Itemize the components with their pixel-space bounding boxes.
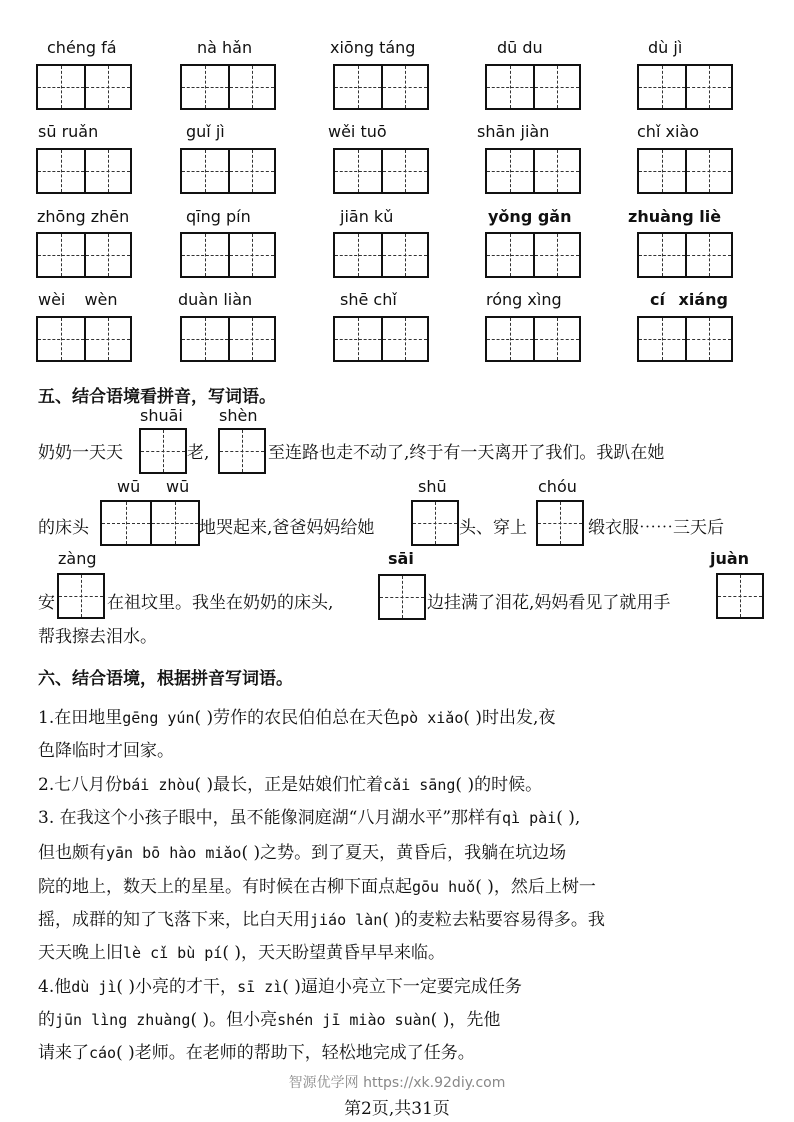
pinyin-label: zhōng zhēn (37, 207, 130, 226)
pinyin-prompt: jūn lìng zhuàng (55, 1011, 191, 1029)
pinyin-label: sāi (388, 549, 414, 568)
question-4-cont: 的jūn lìng zhuàng( )。但小亮shén jī miào suàn( )，先他 (38, 1010, 501, 1030)
pinyin-label: juàn (710, 549, 750, 568)
writing-grid[interactable] (36, 148, 132, 194)
writing-grid[interactable] (485, 64, 581, 110)
passage-text: 边挂满了泪花,妈妈看见了就用手 (427, 593, 671, 613)
pinyin-label: jiān kǔ (340, 207, 394, 226)
pinyin-label: sū ruǎn (38, 122, 99, 141)
pinyin-prompt: sī zì (237, 978, 283, 996)
pinyin-prompt: dù jì (71, 978, 117, 996)
writing-grid[interactable] (637, 232, 733, 278)
pinyin-label: xiōng táng (330, 38, 416, 57)
answer-blank[interactable]: ( )最长，正是姑娘们忙着 (194, 775, 384, 795)
writing-grid[interactable] (180, 232, 276, 278)
writing-grid[interactable] (333, 148, 429, 194)
pinyin-label: cí xiáng (650, 290, 728, 309)
passage-text: 奶奶一天天 (38, 443, 123, 463)
writing-grid[interactable] (218, 428, 266, 474)
pinyin-label: shān jiàn (477, 122, 550, 141)
writing-grid[interactable] (100, 500, 200, 546)
pinyin-label: wū (117, 477, 141, 496)
pinyin-label: chǐ xiào (637, 122, 699, 141)
writing-grid[interactable] (333, 316, 429, 362)
answer-blank[interactable]: ( )的时候。 (455, 775, 543, 795)
passage-text: 老, (187, 443, 210, 463)
question-1: 1.在田地里gēng yún( )劳作的农民伯伯总在天色pò xiǎo( )时出发,夜 (38, 708, 556, 728)
passage-text: 地哭起来,爸爸妈妈给她 (199, 518, 375, 538)
pinyin-prompt: yān bō hào miǎo (106, 844, 242, 862)
pinyin-label: zhuàng liè (628, 207, 722, 226)
question-3-cont: 天天晚上旧lè cǐ bù pí( )，天天盼望黄昏早早来临。 (38, 943, 446, 963)
pinyin-label: róng xìng (486, 290, 562, 309)
answer-blank[interactable]: ( )逼迫小亮立下一定要完成任务 (282, 977, 522, 997)
question-2: 2.七八月份bái zhòu( )最长，正是姑娘们忙着cǎi sāng( )的时候。 (38, 775, 543, 795)
question-4: 4.他dù jì( )小亮的才干，sī zì( )逼迫小亮立下一定要完成任务 (38, 977, 522, 997)
answer-blank[interactable]: ( )劳作的农民伯伯总在天色 (194, 708, 401, 728)
watermark-text: 智源优学网 https://xk.92diy.com (288, 1075, 506, 1091)
pinyin-label: qīng pín (186, 207, 251, 226)
question-3-cont: 但也颇有yān bō hào miǎo( )之势。到了夏天，黄昏后，我躺在坑边场 (38, 843, 567, 863)
answer-blank[interactable]: ( )之势。到了夏天，黄昏后，我躺在坑边场 (241, 843, 567, 863)
answer-blank[interactable]: ( )的麦粒去粘要容易得多。我 (382, 910, 605, 930)
pinyin-label: dū du (497, 38, 543, 57)
pinyin-prompt: cǎi sāng (383, 776, 456, 794)
pinyin-label: wū (166, 477, 190, 496)
writing-grid[interactable] (36, 232, 132, 278)
writing-grid[interactable] (637, 316, 733, 362)
pinyin-label: shuāi (140, 406, 183, 425)
answer-blank[interactable]: ( )时出发,夜 (463, 708, 556, 728)
passage-text: 在祖坟里。我坐在奶奶的床头, (107, 593, 334, 613)
pinyin-label: wèi wèn (38, 290, 118, 309)
writing-grid[interactable] (378, 574, 426, 620)
pinyin-prompt: bái zhòu (122, 776, 195, 794)
writing-grid[interactable] (411, 500, 459, 546)
writing-grid[interactable] (180, 148, 276, 194)
pinyin-label: shèn (219, 406, 258, 425)
question-3: 3. 在我这个小孩子眼中，虽不能像洞庭湖“八月湖水平”那样有qì pài( ), (38, 808, 581, 828)
writing-grid[interactable] (485, 148, 581, 194)
writing-grid[interactable] (637, 64, 733, 110)
pinyin-label: shē chǐ (340, 290, 397, 309)
pinyin-prompt: qì pài (502, 809, 557, 827)
pinyin-label: dù jì (648, 38, 683, 57)
passage-text: 安 (38, 593, 55, 613)
answer-blank[interactable]: ( )老师。在老师的帮助下，轻松地完成了任务。 (116, 1043, 475, 1063)
passage-text: 的床头 (38, 518, 89, 538)
answer-blank[interactable]: ( ), (556, 808, 581, 828)
pinyin-prompt: jiáo làn (310, 911, 383, 929)
pinyin-label: yǒng gǎn (488, 207, 572, 226)
answer-blank[interactable]: ( )，先他 (430, 1010, 501, 1030)
question-4-cont: 请来了cáo( )老师。在老师的帮助下，轻松地完成了任务。 (38, 1043, 475, 1063)
pinyin-prompt: pò xiǎo (400, 709, 464, 727)
passage-text: 至连路也走不动了,终于有一天离开了我们。我趴在她 (268, 443, 665, 463)
question-3-cont: 院的地上，数天上的星星。有时候在古柳下面点起gōu huǒ( )，然后上树一 (38, 877, 596, 897)
question-3-cont: 摇，成群的知了飞落下来，比白天用jiáo làn( )的麦粒去粘要容易得多。我 (38, 910, 605, 930)
writing-grid[interactable] (180, 64, 276, 110)
writing-grid[interactable] (36, 316, 132, 362)
writing-grid[interactable] (485, 316, 581, 362)
passage-text: 头、穿上 (459, 518, 527, 538)
question-1-cont: 色降临时才回家。 (38, 741, 174, 761)
passage-text: 帮我擦去泪水。 (38, 627, 157, 647)
pinyin-label: shū (418, 477, 447, 496)
answer-blank[interactable]: ( )。但小亮 (190, 1010, 278, 1030)
pinyin-prompt: cáo (89, 1044, 117, 1062)
pinyin-prompt: lè cǐ bù pí (123, 944, 223, 962)
writing-grid[interactable] (57, 573, 105, 619)
passage-text: 缎衣服⋯⋯三天后 (588, 518, 724, 538)
writing-grid[interactable] (536, 500, 584, 546)
section6-heading: 六、结合语境，根据拼音写词语。 (38, 669, 293, 689)
writing-grid[interactable] (180, 316, 276, 362)
page-number: 第2页,共31页 (344, 1099, 450, 1119)
pinyin-prompt: shén jī miào suàn (277, 1011, 431, 1029)
pinyin-label: wěi tuō (328, 122, 387, 141)
pinyin-label: duàn liàn (178, 290, 253, 309)
pinyin-label: chéng fá (47, 38, 117, 57)
answer-blank[interactable]: ( )，然后上树一 (475, 877, 596, 897)
pinyin-prompt: gōu huǒ (412, 878, 476, 896)
writing-grid[interactable] (485, 232, 581, 278)
pinyin-prompt: gēng yún (122, 709, 195, 727)
writing-grid[interactable] (36, 64, 132, 110)
pinyin-label: guǐ jì (186, 122, 225, 141)
pinyin-label: chóu (538, 477, 577, 496)
writing-grid[interactable] (139, 428, 187, 474)
answer-blank[interactable]: ( )小亮的才干， (116, 977, 238, 997)
pinyin-label: nà hǎn (197, 38, 253, 57)
writing-grid[interactable] (333, 64, 429, 110)
answer-blank[interactable]: ( )，天天盼望黄昏早早来临。 (222, 943, 446, 963)
writing-grid[interactable] (716, 573, 764, 619)
pinyin-label: zàng (58, 549, 97, 568)
writing-grid[interactable] (637, 148, 733, 194)
writing-grid[interactable] (333, 232, 429, 278)
section5-heading: 五、结合语境看拼音，写词语。 (38, 387, 276, 407)
